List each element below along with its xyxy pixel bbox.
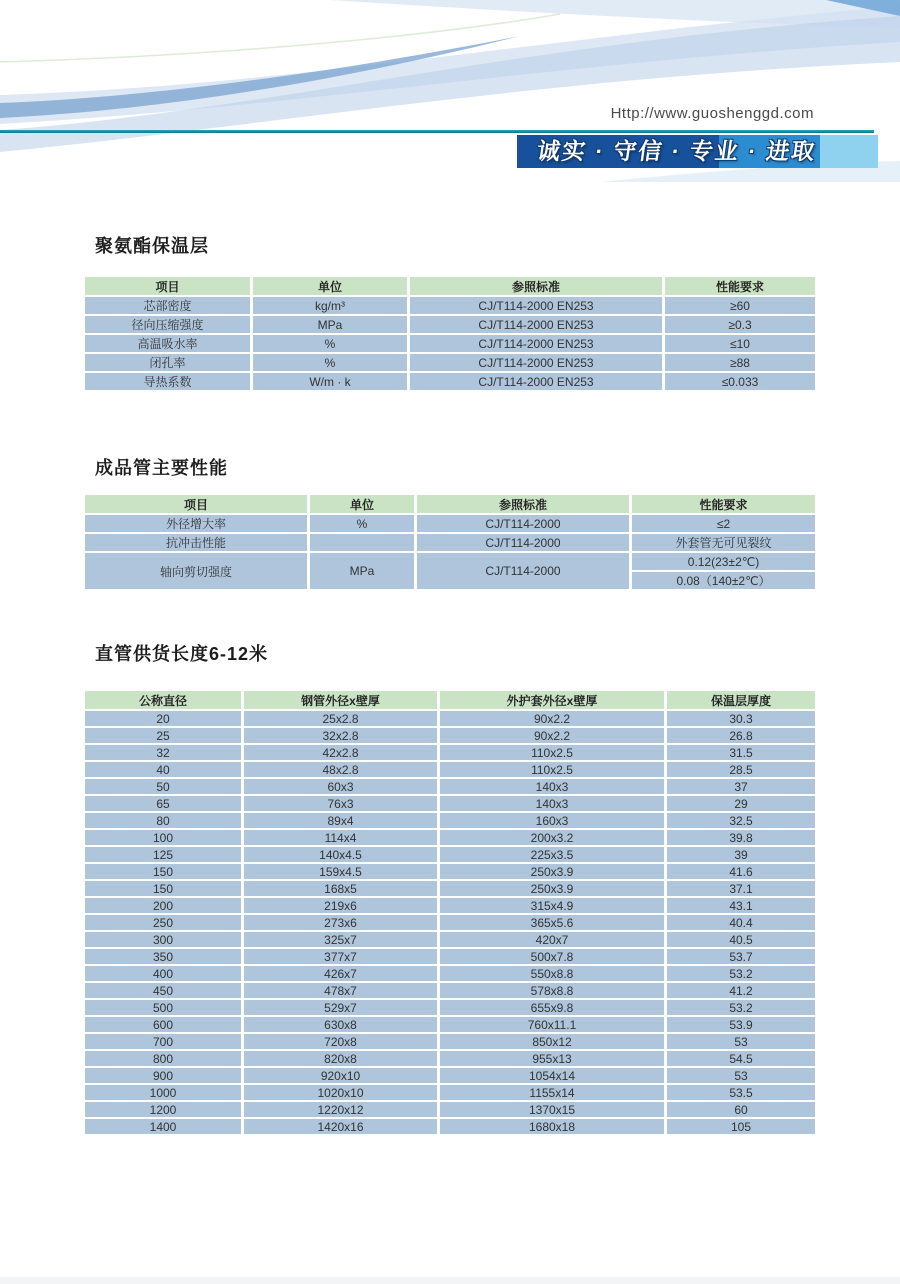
table-cell: 40.4 xyxy=(667,915,815,932)
table-cell: % xyxy=(253,354,410,373)
table-cell: 径向压缩强度 xyxy=(85,316,253,335)
table-row xyxy=(85,534,815,553)
table-cell: 114x4 xyxy=(244,830,440,847)
table-cell: 200x3.2 xyxy=(440,830,667,847)
table-cell: 168x5 xyxy=(244,881,440,898)
table-cell: 125 xyxy=(85,847,244,864)
straight-pipe-table-header-row xyxy=(85,691,815,711)
table-row xyxy=(85,728,815,745)
table-row xyxy=(85,1068,815,1085)
table-cell: 37 xyxy=(667,779,815,796)
table-cell: 550x8.8 xyxy=(440,966,667,983)
table-cell: 1155x14 xyxy=(440,1085,667,1102)
table-cell: MPa xyxy=(310,553,417,591)
table-cell: ≥0.3 xyxy=(665,316,815,335)
slogan-text: 诚实 · 守信 · 专业 · 进取 xyxy=(535,138,819,164)
content xyxy=(0,182,900,1136)
table-row xyxy=(85,1051,815,1068)
table-cell: 225x3.5 xyxy=(440,847,667,864)
table-cell: 60 xyxy=(667,1102,815,1119)
performance-table-header-row xyxy=(85,495,815,515)
table-row xyxy=(85,1034,815,1051)
table-cell: 高温吸水率 xyxy=(85,335,253,354)
table-cell: 1400 xyxy=(85,1119,244,1136)
table-row xyxy=(85,949,815,966)
table-cell: 76x3 xyxy=(244,796,440,813)
straight-pipe-table xyxy=(85,691,815,1136)
table-row xyxy=(85,1017,815,1034)
teal-divider xyxy=(0,130,874,133)
col-header-item: 项目 xyxy=(85,277,253,297)
table-cell: 89x4 xyxy=(244,813,440,830)
table-cell: 200 xyxy=(85,898,244,915)
col-header-unit: 单位 xyxy=(253,277,410,297)
table-cell: 1020x10 xyxy=(244,1085,440,1102)
table-row xyxy=(85,373,815,392)
table-cell: 219x6 xyxy=(244,898,440,915)
table-row xyxy=(85,932,815,949)
table-row xyxy=(85,297,815,316)
table-row xyxy=(85,1085,815,1102)
table-cell: % xyxy=(253,335,410,354)
table-cell: 1680x18 xyxy=(440,1119,667,1136)
table-cell: kg/m³ xyxy=(253,297,410,316)
table-cell: 1200 xyxy=(85,1102,244,1119)
table-cell: 720x8 xyxy=(244,1034,440,1051)
table-cell: CJ/T114-2000 EN253 xyxy=(410,297,665,316)
table-cell: 273x6 xyxy=(244,915,440,932)
insulation-table xyxy=(85,277,815,392)
page-bottom-strip xyxy=(0,1277,900,1284)
table-cell: 外套管无可见裂纹 xyxy=(632,534,815,553)
table-cell: 90x2.2 xyxy=(440,728,667,745)
table-cell: 920x10 xyxy=(244,1068,440,1085)
table-cell: 41.2 xyxy=(667,983,815,1000)
table-cell: 25x2.8 xyxy=(244,711,440,728)
table-cell: 110x2.5 xyxy=(440,745,667,762)
table-cell: 1370x15 xyxy=(440,1102,667,1119)
table-cell: 150 xyxy=(85,881,244,898)
table-cell: 578x8.8 xyxy=(440,983,667,1000)
table-cell: CJ/T114-2000 xyxy=(417,534,632,553)
table-cell: 150 xyxy=(85,864,244,881)
table-cell: 529x7 xyxy=(244,1000,440,1017)
table-cell: 450 xyxy=(85,983,244,1000)
table-row xyxy=(85,983,815,1000)
table-cell: 105 xyxy=(667,1119,815,1136)
page-header xyxy=(0,0,900,182)
table-cell: 955x13 xyxy=(440,1051,667,1068)
table-row xyxy=(85,1102,815,1119)
table-cell: 350 xyxy=(85,949,244,966)
table-cell: 20 xyxy=(85,711,244,728)
table-cell: 48x2.8 xyxy=(244,762,440,779)
table-cell: 250x3.9 xyxy=(440,864,667,881)
table-cell: 160x3 xyxy=(440,813,667,830)
table-cell: 41.6 xyxy=(667,864,815,881)
col-header-standard: 参照标准 xyxy=(410,277,665,297)
section-title-performance: 成品管主要性能 xyxy=(95,458,228,478)
table-cell: 39.8 xyxy=(667,830,815,847)
table-cell: 478x7 xyxy=(244,983,440,1000)
table-row xyxy=(85,779,815,796)
table-row xyxy=(85,898,815,915)
table-cell: 29 xyxy=(667,796,815,813)
table-row xyxy=(85,354,815,373)
table-cell: CJ/T114-2000 EN253 xyxy=(410,354,665,373)
section-straight-pipe xyxy=(85,640,815,1136)
table-cell xyxy=(310,534,417,553)
table-cell: 760x11.1 xyxy=(440,1017,667,1034)
table-cell: 40.5 xyxy=(667,932,815,949)
table-cell: % xyxy=(310,515,417,534)
table-row xyxy=(85,796,815,813)
table-cell: CJ/T114-2000 xyxy=(417,553,632,591)
performance-table xyxy=(85,495,815,591)
table-cell: 100 xyxy=(85,830,244,847)
table-cell: 250x3.9 xyxy=(440,881,667,898)
table-cell: 250 xyxy=(85,915,244,932)
table-cell: 60x3 xyxy=(244,779,440,796)
table-cell: 42x2.8 xyxy=(244,745,440,762)
col-header-casing-od: 外护套外径x壁厚 xyxy=(440,691,667,711)
table-cell: 140x3 xyxy=(440,796,667,813)
site-url: Http://www.guoshenggd.com xyxy=(610,105,814,122)
table-cell: 1420x16 xyxy=(244,1119,440,1136)
table-cell: 500 xyxy=(85,1000,244,1017)
table-cell: 40 xyxy=(85,762,244,779)
section-title-insulation: 聚氨酯保温层 xyxy=(95,236,209,256)
table-cell: 630x8 xyxy=(244,1017,440,1034)
table-cell: 轴向剪切强度 xyxy=(85,553,310,591)
col-header-steel-pipe-od: 钢管外径x壁厚 xyxy=(244,691,440,711)
table-cell: 325x7 xyxy=(244,932,440,949)
table-cell: 140x4.5 xyxy=(244,847,440,864)
table-cell: CJ/T114-2000 EN253 xyxy=(410,373,665,392)
table-cell: 300 xyxy=(85,932,244,949)
table-cell: 420x7 xyxy=(440,932,667,949)
section-title-straight-pipe: 直管供货长度6-12米 xyxy=(95,644,269,664)
slogan-banner xyxy=(517,135,878,168)
table-cell: 导热系数 xyxy=(85,373,253,392)
table-cell: 1000 xyxy=(85,1085,244,1102)
table-cell: 110x2.5 xyxy=(440,762,667,779)
table-cell: MPa xyxy=(253,316,410,335)
table-cell: 32x2.8 xyxy=(244,728,440,745)
table-cell: 25 xyxy=(85,728,244,745)
table-cell: 53.2 xyxy=(667,1000,815,1017)
table-row xyxy=(85,316,815,335)
table-cell: 1220x12 xyxy=(244,1102,440,1119)
table-cell: CJ/T114-2000 EN253 xyxy=(410,335,665,354)
table-cell: 53.5 xyxy=(667,1085,815,1102)
table-row xyxy=(85,515,815,534)
insulation-table-header-row xyxy=(85,277,815,297)
table-cell: CJ/T114-2000 xyxy=(417,515,632,534)
col-header-standard: 参照标准 xyxy=(417,495,632,515)
col-header-nominal-diameter: 公称直径 xyxy=(85,691,244,711)
table-cell: 820x8 xyxy=(244,1051,440,1068)
table-row xyxy=(85,1119,815,1136)
table-cell: 闭孔率 xyxy=(85,354,253,373)
table-row xyxy=(85,813,815,830)
table-row xyxy=(85,881,815,898)
table-cell: 426x7 xyxy=(244,966,440,983)
table-cell: 50 xyxy=(85,779,244,796)
table-row xyxy=(85,864,815,881)
table-cell: 26.8 xyxy=(667,728,815,745)
table-row xyxy=(85,1000,815,1017)
table-cell: 90x2.2 xyxy=(440,711,667,728)
table-cell: 32.5 xyxy=(667,813,815,830)
col-header-unit: 单位 xyxy=(310,495,417,515)
table-cell: 400 xyxy=(85,966,244,983)
table-cell: 53.7 xyxy=(667,949,815,966)
table-cell: 芯部密度 xyxy=(85,297,253,316)
table-cell: 700 xyxy=(85,1034,244,1051)
table-cell: 30.3 xyxy=(667,711,815,728)
table-cell: ≤0.033 xyxy=(665,373,815,392)
table-cell: 0.08（140±2℃） xyxy=(632,572,815,591)
table-cell: 0.12(23±2℃) xyxy=(632,553,815,572)
table-row xyxy=(85,745,815,762)
table-cell: 外径增大率 xyxy=(85,515,310,534)
table-cell: ≤2 xyxy=(632,515,815,534)
table-cell: ≥60 xyxy=(665,297,815,316)
table-cell: 800 xyxy=(85,1051,244,1068)
table-cell: 365x5.6 xyxy=(440,915,667,932)
table-cell: ≤10 xyxy=(665,335,815,354)
table-cell: CJ/T114-2000 EN253 xyxy=(410,316,665,335)
table-cell: 31.5 xyxy=(667,745,815,762)
table-cell: 39 xyxy=(667,847,815,864)
table-row xyxy=(85,847,815,864)
section-insulation xyxy=(85,232,815,392)
table-cell: 28.5 xyxy=(667,762,815,779)
table-row xyxy=(85,335,815,354)
table-row xyxy=(85,915,815,932)
table-cell: 43.1 xyxy=(667,898,815,915)
table-row xyxy=(85,762,815,779)
col-header-item: 项目 xyxy=(85,495,310,515)
table-cell: 655x9.8 xyxy=(440,1000,667,1017)
table-row xyxy=(85,711,815,728)
table-cell: 900 xyxy=(85,1068,244,1085)
table-cell: 53.2 xyxy=(667,966,815,983)
table-cell: 159x4.5 xyxy=(244,864,440,881)
table-row-shear xyxy=(85,553,815,572)
table-cell: 54.5 xyxy=(667,1051,815,1068)
table-cell: 37.1 xyxy=(667,881,815,898)
table-cell: 850x12 xyxy=(440,1034,667,1051)
section-performance xyxy=(85,454,815,591)
col-header-requirement: 性能要求 xyxy=(632,495,815,515)
table-cell: 53 xyxy=(667,1068,815,1085)
table-cell: 140x3 xyxy=(440,779,667,796)
table-cell: 1054x14 xyxy=(440,1068,667,1085)
table-cell: 32 xyxy=(85,745,244,762)
table-cell: W/m · k xyxy=(253,373,410,392)
table-cell: 600 xyxy=(85,1017,244,1034)
table-cell: 377x7 xyxy=(244,949,440,966)
table-cell: 抗冲击性能 xyxy=(85,534,310,553)
table-row xyxy=(85,966,815,983)
table-cell: 315x4.9 xyxy=(440,898,667,915)
col-header-insulation-thickness: 保温层厚度 xyxy=(667,691,815,711)
col-header-requirement: 性能要求 xyxy=(665,277,815,297)
table-row xyxy=(85,830,815,847)
table-cell: 80 xyxy=(85,813,244,830)
table-cell: 65 xyxy=(85,796,244,813)
table-cell: 53.9 xyxy=(667,1017,815,1034)
table-cell: 500x7.8 xyxy=(440,949,667,966)
table-cell: ≥88 xyxy=(665,354,815,373)
table-cell: 53 xyxy=(667,1034,815,1051)
